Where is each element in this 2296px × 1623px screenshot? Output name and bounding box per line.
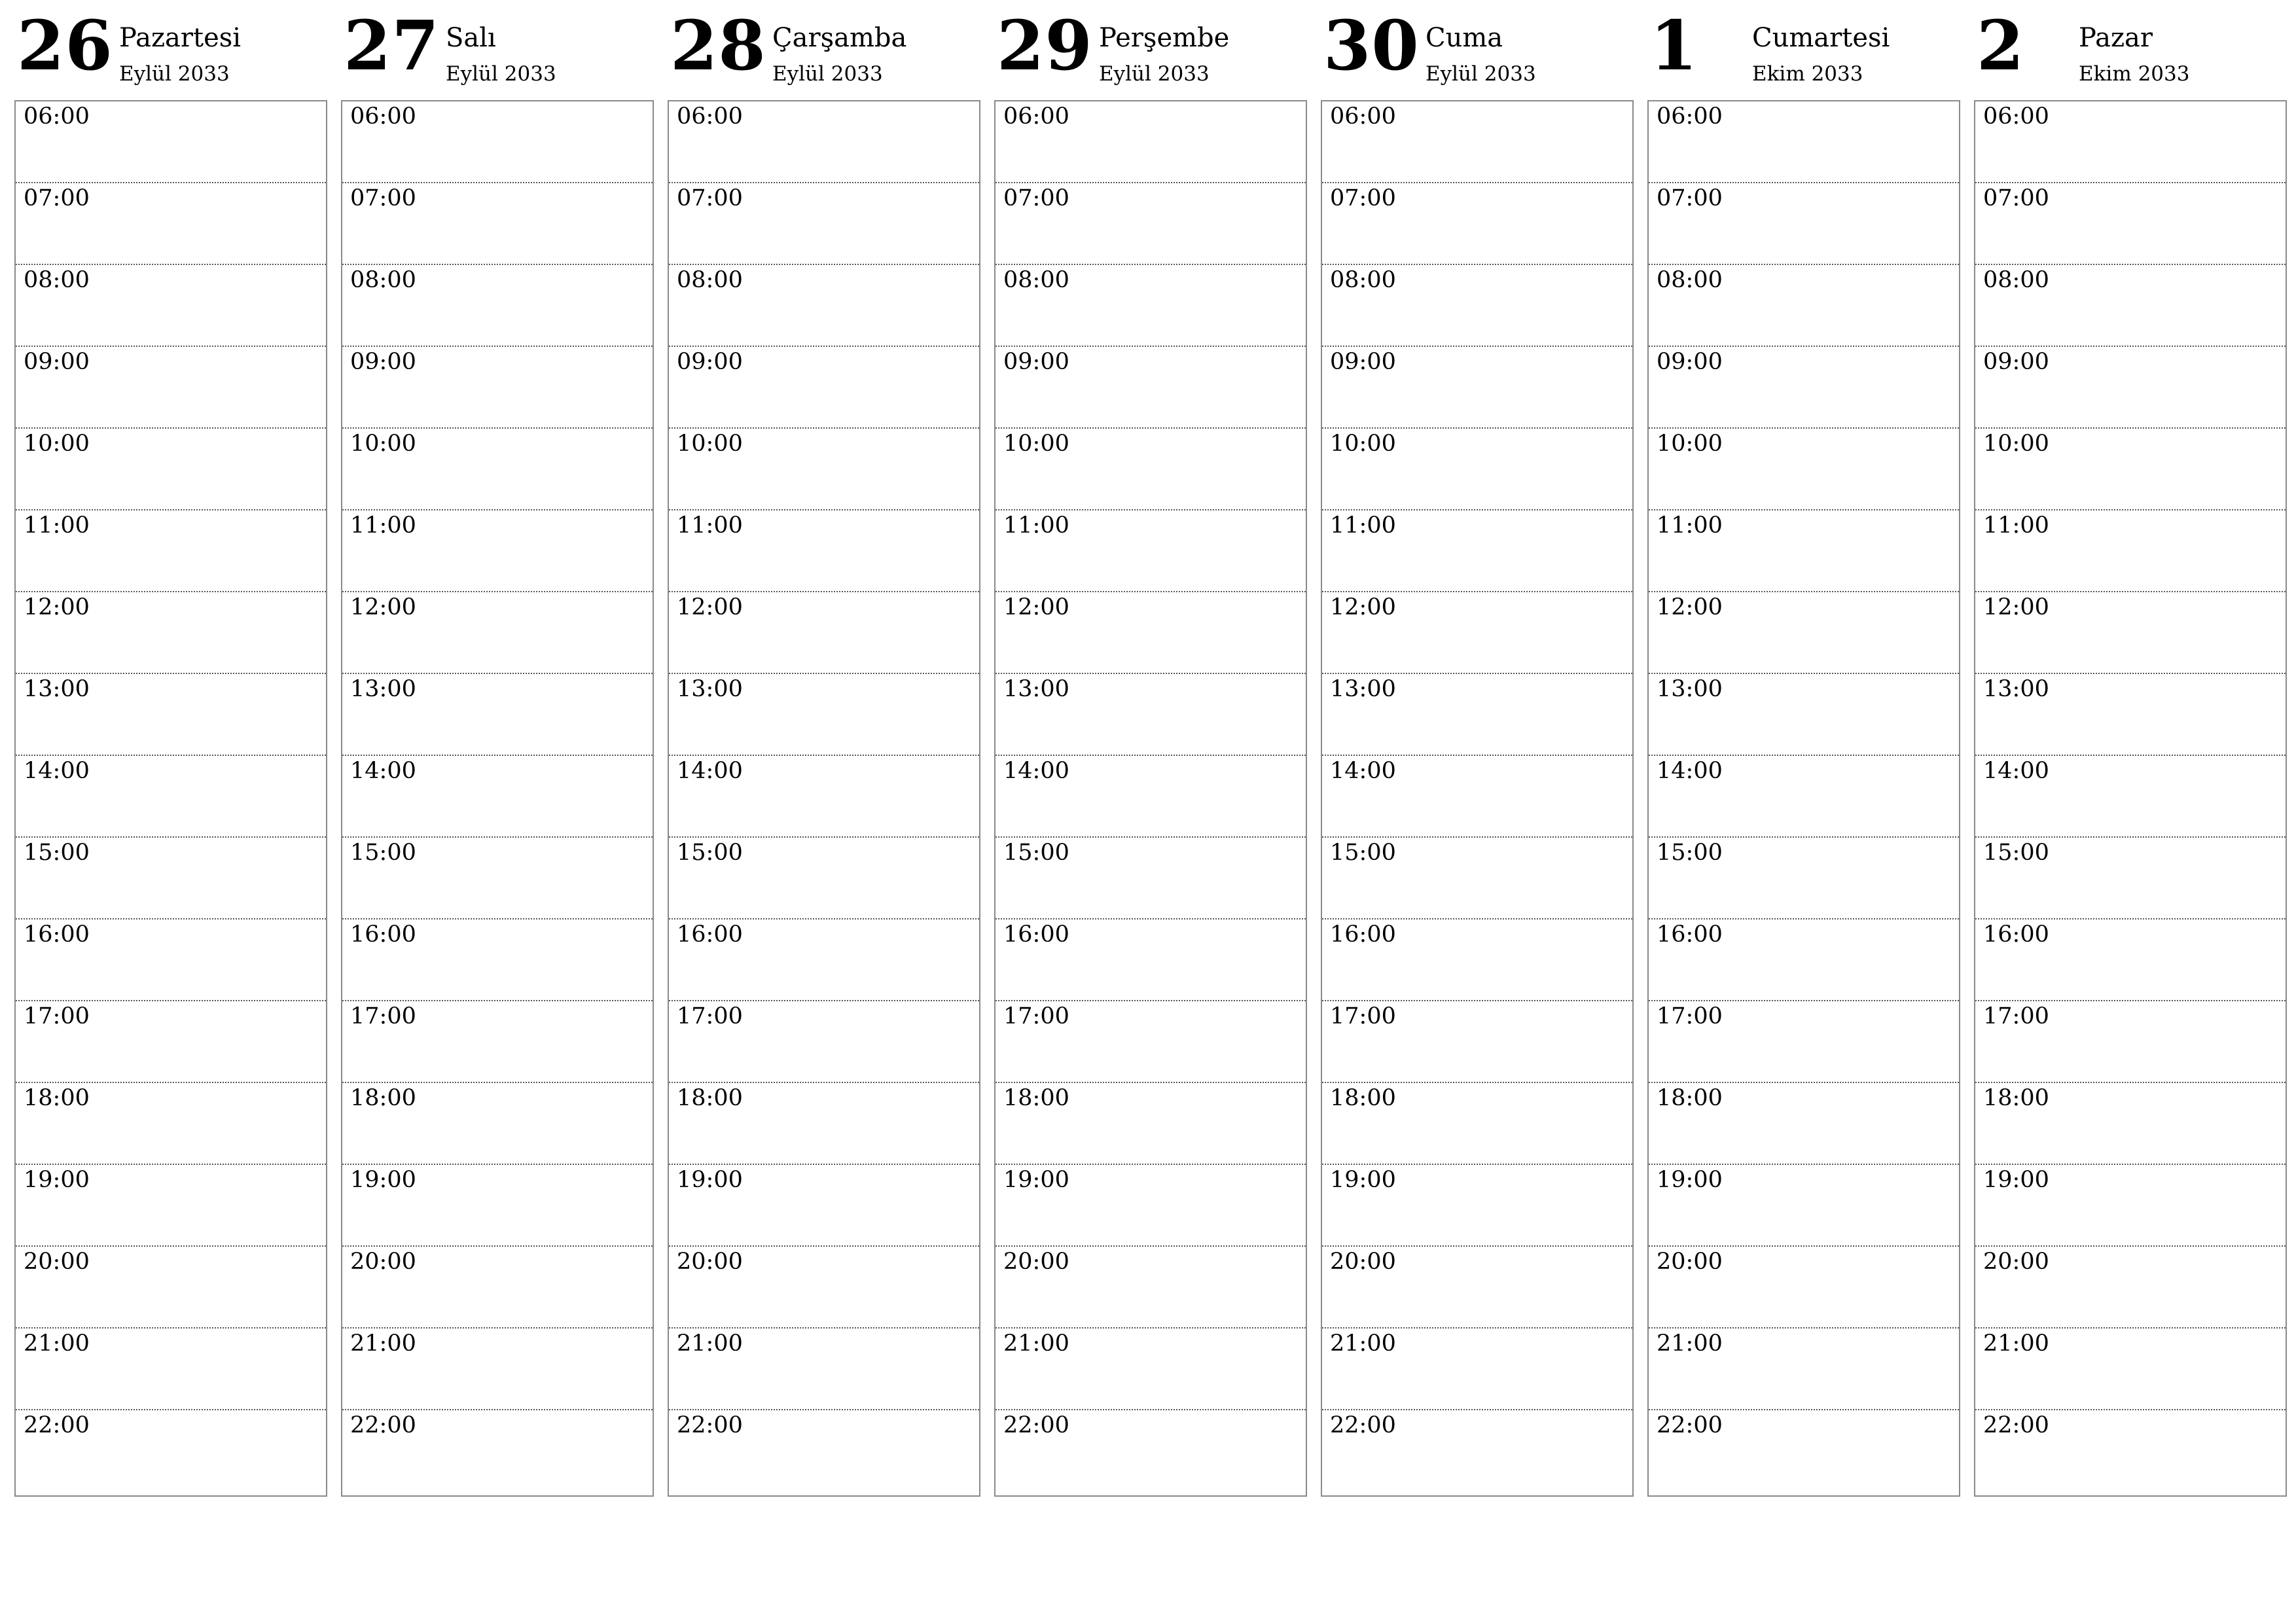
- hour-label: 14:00: [24, 758, 90, 784]
- hour-label: 15:00: [1657, 840, 1723, 866]
- hour-slot[interactable]: [342, 1001, 653, 1083]
- hour-label: 11:00: [1657, 512, 1723, 539]
- hour-label: 06:00: [1003, 103, 1069, 130]
- day-number: 29: [997, 5, 1093, 86]
- hour-slot[interactable]: [1649, 756, 1959, 838]
- hour-label: 06:00: [1657, 103, 1723, 130]
- hour-label: 07:00: [1330, 185, 1396, 211]
- hour-label: 13:00: [350, 676, 416, 702]
- hour-label: 18:00: [1330, 1085, 1396, 1111]
- hour-slot[interactable]: [996, 347, 1306, 429]
- hour-label: 21:00: [1657, 1330, 1723, 1357]
- hour-slot[interactable]: [669, 756, 979, 838]
- hour-label: 16:00: [1330, 921, 1396, 948]
- hour-slot[interactable]: [16, 838, 326, 919]
- day-schedule-box: [14, 100, 327, 1497]
- hour-label: 10:00: [1657, 431, 1723, 457]
- day-name: Cumartesi: [1752, 23, 1890, 53]
- hour-label: 07:00: [1983, 185, 2049, 211]
- hour-slot[interactable]: [1322, 101, 1632, 183]
- hour-label: 17:00: [1657, 1003, 1723, 1029]
- hour-label: 16:00: [1983, 921, 2049, 948]
- hour-label: 18:00: [24, 1085, 90, 1111]
- hour-label: 13:00: [1657, 676, 1723, 702]
- hour-label: 20:00: [1657, 1249, 1723, 1275]
- day-month-year: Eylül 2033: [1426, 62, 1536, 86]
- hour-label: 18:00: [677, 1085, 743, 1111]
- hour-label: 07:00: [677, 185, 743, 211]
- day-header: [668, 0, 980, 98]
- hour-label: 06:00: [350, 103, 416, 130]
- hour-label: 12:00: [1657, 594, 1723, 620]
- day-column: [1647, 0, 1960, 1505]
- day-name: Çarşamba: [772, 23, 907, 53]
- hour-label: 14:00: [1983, 758, 2049, 784]
- hour-label: 12:00: [677, 594, 743, 620]
- hour-slot[interactable]: [996, 429, 1306, 510]
- hour-slot[interactable]: [996, 183, 1306, 265]
- hour-slot[interactable]: [669, 101, 979, 183]
- day-header: [14, 0, 327, 98]
- hour-label: 08:00: [677, 267, 743, 293]
- hour-slot[interactable]: [342, 183, 653, 265]
- hour-slot[interactable]: [1975, 756, 2286, 838]
- hour-slot[interactable]: [1975, 265, 2286, 347]
- day-column: [341, 0, 654, 1505]
- day-month-year: Ekim 2033: [2079, 62, 2190, 86]
- hour-label: 08:00: [24, 267, 90, 293]
- hour-slot[interactable]: [669, 1001, 979, 1083]
- hour-slot[interactable]: [1322, 838, 1632, 919]
- hour-label: 07:00: [350, 185, 416, 211]
- day-month-year: Eylül 2033: [772, 62, 883, 86]
- hour-label: 16:00: [350, 921, 416, 948]
- hour-label: 10:00: [24, 431, 90, 457]
- hour-label: 09:00: [1983, 349, 2049, 375]
- hour-label: 06:00: [24, 103, 90, 130]
- hour-slot[interactable]: [1322, 592, 1632, 674]
- hour-slot[interactable]: [16, 510, 326, 592]
- hour-slot[interactable]: [1322, 429, 1632, 510]
- hour-slot[interactable]: [342, 510, 653, 592]
- day-name: Pazar: [2079, 23, 2153, 53]
- hour-label: 22:00: [350, 1412, 416, 1438]
- hour-label: 19:00: [24, 1167, 90, 1193]
- hour-label: 08:00: [1657, 267, 1723, 293]
- hour-slot[interactable]: [1322, 1001, 1632, 1083]
- hour-slot[interactable]: [1322, 1083, 1632, 1165]
- hour-label: 11:00: [350, 512, 416, 539]
- hour-slot[interactable]: [1975, 510, 2286, 592]
- hour-label: 09:00: [1657, 349, 1723, 375]
- hour-label: 18:00: [1657, 1085, 1723, 1111]
- hour-slot[interactable]: [1649, 919, 1959, 1001]
- hour-label: 08:00: [1003, 267, 1069, 293]
- hour-slot[interactable]: [1975, 183, 2286, 265]
- day-header: [341, 0, 654, 98]
- hour-label: 22:00: [1983, 1412, 2049, 1438]
- hour-slot[interactable]: [1649, 838, 1959, 919]
- hour-slot[interactable]: [1975, 1001, 2286, 1083]
- day-schedule-box: [1321, 100, 1634, 1497]
- hour-label: 16:00: [677, 921, 743, 948]
- hour-slot[interactable]: [342, 1165, 653, 1247]
- hour-slot[interactable]: [996, 1165, 1306, 1247]
- hour-slot[interactable]: [342, 265, 653, 347]
- hour-label: 17:00: [677, 1003, 743, 1029]
- hour-slot[interactable]: [1649, 592, 1959, 674]
- hour-label: 18:00: [1983, 1085, 2049, 1111]
- hour-slot[interactable]: [342, 101, 653, 183]
- weekly-planner: [14, 0, 2289, 1505]
- hour-label: 15:00: [350, 840, 416, 866]
- hour-label: 20:00: [24, 1249, 90, 1275]
- day-number: 27: [344, 5, 440, 86]
- hour-label: 15:00: [24, 840, 90, 866]
- day-month-year: Ekim 2033: [1752, 62, 1863, 86]
- day-month-year: Eylül 2033: [119, 62, 230, 86]
- day-schedule-box: [1974, 100, 2287, 1497]
- hour-slot[interactable]: [16, 1165, 326, 1247]
- day-number: 30: [1323, 5, 1420, 86]
- hour-label: 12:00: [24, 594, 90, 620]
- hour-label: 10:00: [1330, 431, 1396, 457]
- hour-label: 09:00: [677, 349, 743, 375]
- hour-slot[interactable]: [996, 1410, 1306, 1492]
- hour-label: 20:00: [1983, 1249, 2049, 1275]
- day-number: 2: [1977, 5, 2025, 86]
- hour-slot[interactable]: [996, 919, 1306, 1001]
- hour-slot[interactable]: [669, 919, 979, 1001]
- hour-slot[interactable]: [16, 183, 326, 265]
- day-header: [1647, 0, 1960, 98]
- hour-label: 15:00: [1330, 840, 1396, 866]
- hour-slot[interactable]: [1975, 1410, 2286, 1492]
- hour-slot[interactable]: [996, 592, 1306, 674]
- hour-label: 19:00: [350, 1167, 416, 1193]
- hour-slot[interactable]: [1322, 674, 1632, 756]
- hour-slot[interactable]: [996, 510, 1306, 592]
- hour-slot[interactable]: [16, 1083, 326, 1165]
- hour-label: 16:00: [1657, 921, 1723, 948]
- hour-slot[interactable]: [16, 592, 326, 674]
- hour-slot[interactable]: [1322, 919, 1632, 1001]
- hour-slot[interactable]: [16, 674, 326, 756]
- day-number: 28: [670, 5, 766, 86]
- hour-slot[interactable]: [342, 1410, 653, 1492]
- hour-label: 14:00: [1003, 758, 1069, 784]
- hour-slot[interactable]: [16, 1247, 326, 1329]
- hour-label: 06:00: [677, 103, 743, 130]
- hour-slot[interactable]: [1322, 265, 1632, 347]
- hour-slot[interactable]: [669, 510, 979, 592]
- day-header: [1974, 0, 2287, 98]
- hour-slot[interactable]: [1649, 1410, 1959, 1492]
- hour-slot[interactable]: [1649, 1083, 1959, 1165]
- day-column: [1321, 0, 1634, 1505]
- hour-label: 11:00: [1003, 512, 1069, 539]
- hour-label: 11:00: [677, 512, 743, 539]
- hour-label: 13:00: [1330, 676, 1396, 702]
- hour-slot[interactable]: [1975, 592, 2286, 674]
- hour-label: 10:00: [1003, 431, 1069, 457]
- day-number: 1: [1650, 5, 1698, 86]
- hour-slot[interactable]: [16, 429, 326, 510]
- hour-label: 13:00: [677, 676, 743, 702]
- hour-slot[interactable]: [342, 429, 653, 510]
- hour-label: 11:00: [1330, 512, 1396, 539]
- hour-slot[interactable]: [669, 674, 979, 756]
- hour-slot[interactable]: [996, 1083, 1306, 1165]
- hour-slot[interactable]: [996, 1001, 1306, 1083]
- hour-slot[interactable]: [669, 1329, 979, 1410]
- hour-label: 12:00: [1330, 594, 1396, 620]
- hour-label: 17:00: [1330, 1003, 1396, 1029]
- hour-slot[interactable]: [1649, 510, 1959, 592]
- hour-label: 19:00: [1003, 1167, 1069, 1193]
- hour-slot[interactable]: [669, 592, 979, 674]
- hour-label: 17:00: [24, 1003, 90, 1029]
- day-month-year: Eylül 2033: [446, 62, 556, 86]
- day-month-year: Eylül 2033: [1099, 62, 1210, 86]
- hour-label: 10:00: [677, 431, 743, 457]
- hour-slot[interactable]: [1975, 101, 2286, 183]
- hour-label: 15:00: [677, 840, 743, 866]
- hour-label: 22:00: [1657, 1412, 1723, 1438]
- hour-label: 11:00: [24, 512, 90, 539]
- hour-slot[interactable]: [16, 756, 326, 838]
- hour-label: 08:00: [1983, 267, 2049, 293]
- hour-slot[interactable]: [342, 1329, 653, 1410]
- hour-label: 19:00: [1657, 1167, 1723, 1193]
- hour-slot[interactable]: [16, 1329, 326, 1410]
- hour-slot[interactable]: [996, 1247, 1306, 1329]
- hour-slot[interactable]: [342, 919, 653, 1001]
- hour-label: 21:00: [1003, 1330, 1069, 1357]
- hour-label: 19:00: [1330, 1167, 1396, 1193]
- hour-label: 20:00: [677, 1249, 743, 1275]
- hour-label: 12:00: [350, 594, 416, 620]
- hour-slot[interactable]: [342, 347, 653, 429]
- hour-label: 07:00: [24, 185, 90, 211]
- hour-label: 08:00: [1330, 267, 1396, 293]
- hour-slot[interactable]: [1975, 429, 2286, 510]
- day-header: [1321, 0, 1634, 98]
- hour-label: 22:00: [24, 1412, 90, 1438]
- hour-label: 12:00: [1003, 594, 1069, 620]
- hour-label: 13:00: [1003, 676, 1069, 702]
- day-name: Pazartesi: [119, 23, 242, 53]
- hour-label: 07:00: [1003, 185, 1069, 211]
- hour-label: 20:00: [350, 1249, 416, 1275]
- hour-label: 15:00: [1983, 840, 2049, 866]
- hour-label: 19:00: [677, 1167, 743, 1193]
- hour-slot[interactable]: [1322, 347, 1632, 429]
- hour-label: 18:00: [1003, 1085, 1069, 1111]
- hour-label: 16:00: [24, 921, 90, 948]
- day-name: Salı: [446, 23, 496, 53]
- hour-label: 13:00: [24, 676, 90, 702]
- hour-slot[interactable]: [1975, 674, 2286, 756]
- hour-slot[interactable]: [342, 1083, 653, 1165]
- day-schedule-box: [668, 100, 980, 1497]
- hour-slot[interactable]: [16, 347, 326, 429]
- day-name: Cuma: [1426, 23, 1503, 53]
- hour-label: 19:00: [1983, 1167, 2049, 1193]
- hour-slot[interactable]: [669, 265, 979, 347]
- hour-slot[interactable]: [1649, 347, 1959, 429]
- hour-slot[interactable]: [1649, 429, 1959, 510]
- hour-slot[interactable]: [996, 1329, 1306, 1410]
- hour-label: 15:00: [1003, 840, 1069, 866]
- hour-label: 10:00: [350, 431, 416, 457]
- hour-slot[interactable]: [1322, 1329, 1632, 1410]
- hour-slot[interactable]: [669, 183, 979, 265]
- hour-label: 21:00: [24, 1330, 90, 1357]
- day-column: [668, 0, 980, 1505]
- hour-label: 16:00: [1003, 921, 1069, 948]
- hour-slot[interactable]: [342, 838, 653, 919]
- day-column: [14, 0, 327, 1505]
- hour-slot[interactable]: [996, 756, 1306, 838]
- hour-slot[interactable]: [669, 1083, 979, 1165]
- hour-label: 17:00: [350, 1003, 416, 1029]
- hour-label: 21:00: [350, 1330, 416, 1357]
- hour-slot[interactable]: [669, 1410, 979, 1492]
- day-column: [994, 0, 1307, 1505]
- hour-slot[interactable]: [669, 838, 979, 919]
- day-name: Perşembe: [1099, 23, 1230, 53]
- hour-label: 21:00: [677, 1330, 743, 1357]
- day-schedule-box: [994, 100, 1307, 1497]
- hour-slot[interactable]: [1649, 1165, 1959, 1247]
- hour-slot[interactable]: [1975, 919, 2286, 1001]
- hour-slot[interactable]: [1975, 1165, 2286, 1247]
- day-number: 26: [17, 5, 113, 86]
- hour-slot[interactable]: [1649, 1001, 1959, 1083]
- hour-slot[interactable]: [669, 1247, 979, 1329]
- hour-label: 12:00: [1983, 594, 2049, 620]
- hour-slot[interactable]: [669, 429, 979, 510]
- hour-label: 09:00: [24, 349, 90, 375]
- hour-label: 18:00: [350, 1085, 416, 1111]
- hour-label: 22:00: [1330, 1412, 1396, 1438]
- hour-slot[interactable]: [1322, 183, 1632, 265]
- hour-slot[interactable]: [669, 347, 979, 429]
- hour-slot[interactable]: [342, 1247, 653, 1329]
- hour-label: 14:00: [350, 758, 416, 784]
- hour-slot[interactable]: [16, 1001, 326, 1083]
- hour-label: 14:00: [1330, 758, 1396, 784]
- hour-slot[interactable]: [1649, 1247, 1959, 1329]
- hour-label: 22:00: [677, 1412, 743, 1438]
- hour-label: 06:00: [1330, 103, 1396, 130]
- hour-label: 10:00: [1983, 431, 2049, 457]
- hour-label: 07:00: [1657, 185, 1723, 211]
- hour-slot[interactable]: [342, 756, 653, 838]
- hour-slot[interactable]: [342, 674, 653, 756]
- day-schedule-box: [341, 100, 654, 1497]
- hour-slot[interactable]: [1975, 1083, 2286, 1165]
- hour-slot[interactable]: [1649, 674, 1959, 756]
- hour-label: 21:00: [1983, 1330, 2049, 1357]
- day-schedule-box: [1647, 100, 1960, 1497]
- hour-slot[interactable]: [996, 674, 1306, 756]
- hour-label: 11:00: [1983, 512, 2049, 539]
- hour-label: 13:00: [1983, 676, 2049, 702]
- hour-slot[interactable]: [1649, 101, 1959, 183]
- hour-label: 20:00: [1003, 1249, 1069, 1275]
- hour-label: 17:00: [1003, 1003, 1069, 1029]
- hour-slot[interactable]: [1649, 183, 1959, 265]
- day-column: [1974, 0, 2287, 1505]
- hour-slot[interactable]: [1975, 838, 2286, 919]
- hour-label: 20:00: [1330, 1249, 1396, 1275]
- hour-slot[interactable]: [1975, 1329, 2286, 1410]
- hour-slot[interactable]: [996, 838, 1306, 919]
- hour-slot[interactable]: [1975, 347, 2286, 429]
- hour-slot[interactable]: [1975, 1247, 2286, 1329]
- hour-label: 22:00: [1003, 1412, 1069, 1438]
- hour-label: 17:00: [1983, 1003, 2049, 1029]
- hour-label: 09:00: [1330, 349, 1396, 375]
- hour-slot[interactable]: [1322, 510, 1632, 592]
- hour-slot[interactable]: [1322, 1410, 1632, 1492]
- hour-label: 09:00: [1003, 349, 1069, 375]
- hour-slot[interactable]: [16, 101, 326, 183]
- hour-slot[interactable]: [16, 1410, 326, 1492]
- hour-slot[interactable]: [669, 1165, 979, 1247]
- hour-slot[interactable]: [996, 265, 1306, 347]
- hour-label: 14:00: [677, 758, 743, 784]
- hour-label: 06:00: [1983, 103, 2049, 130]
- day-header: [994, 0, 1307, 98]
- hour-slot[interactable]: [342, 592, 653, 674]
- hour-slot[interactable]: [16, 265, 326, 347]
- hour-slot[interactable]: [1322, 756, 1632, 838]
- hour-label: 21:00: [1330, 1330, 1396, 1357]
- hour-slot[interactable]: [1322, 1165, 1632, 1247]
- hour-slot[interactable]: [1649, 1329, 1959, 1410]
- hour-label: 09:00: [350, 349, 416, 375]
- hour-slot[interactable]: [996, 101, 1306, 183]
- hour-slot[interactable]: [16, 919, 326, 1001]
- hour-label: 14:00: [1657, 758, 1723, 784]
- hour-label: 08:00: [350, 267, 416, 293]
- hour-slot[interactable]: [1649, 265, 1959, 347]
- hour-slot[interactable]: [1322, 1247, 1632, 1329]
